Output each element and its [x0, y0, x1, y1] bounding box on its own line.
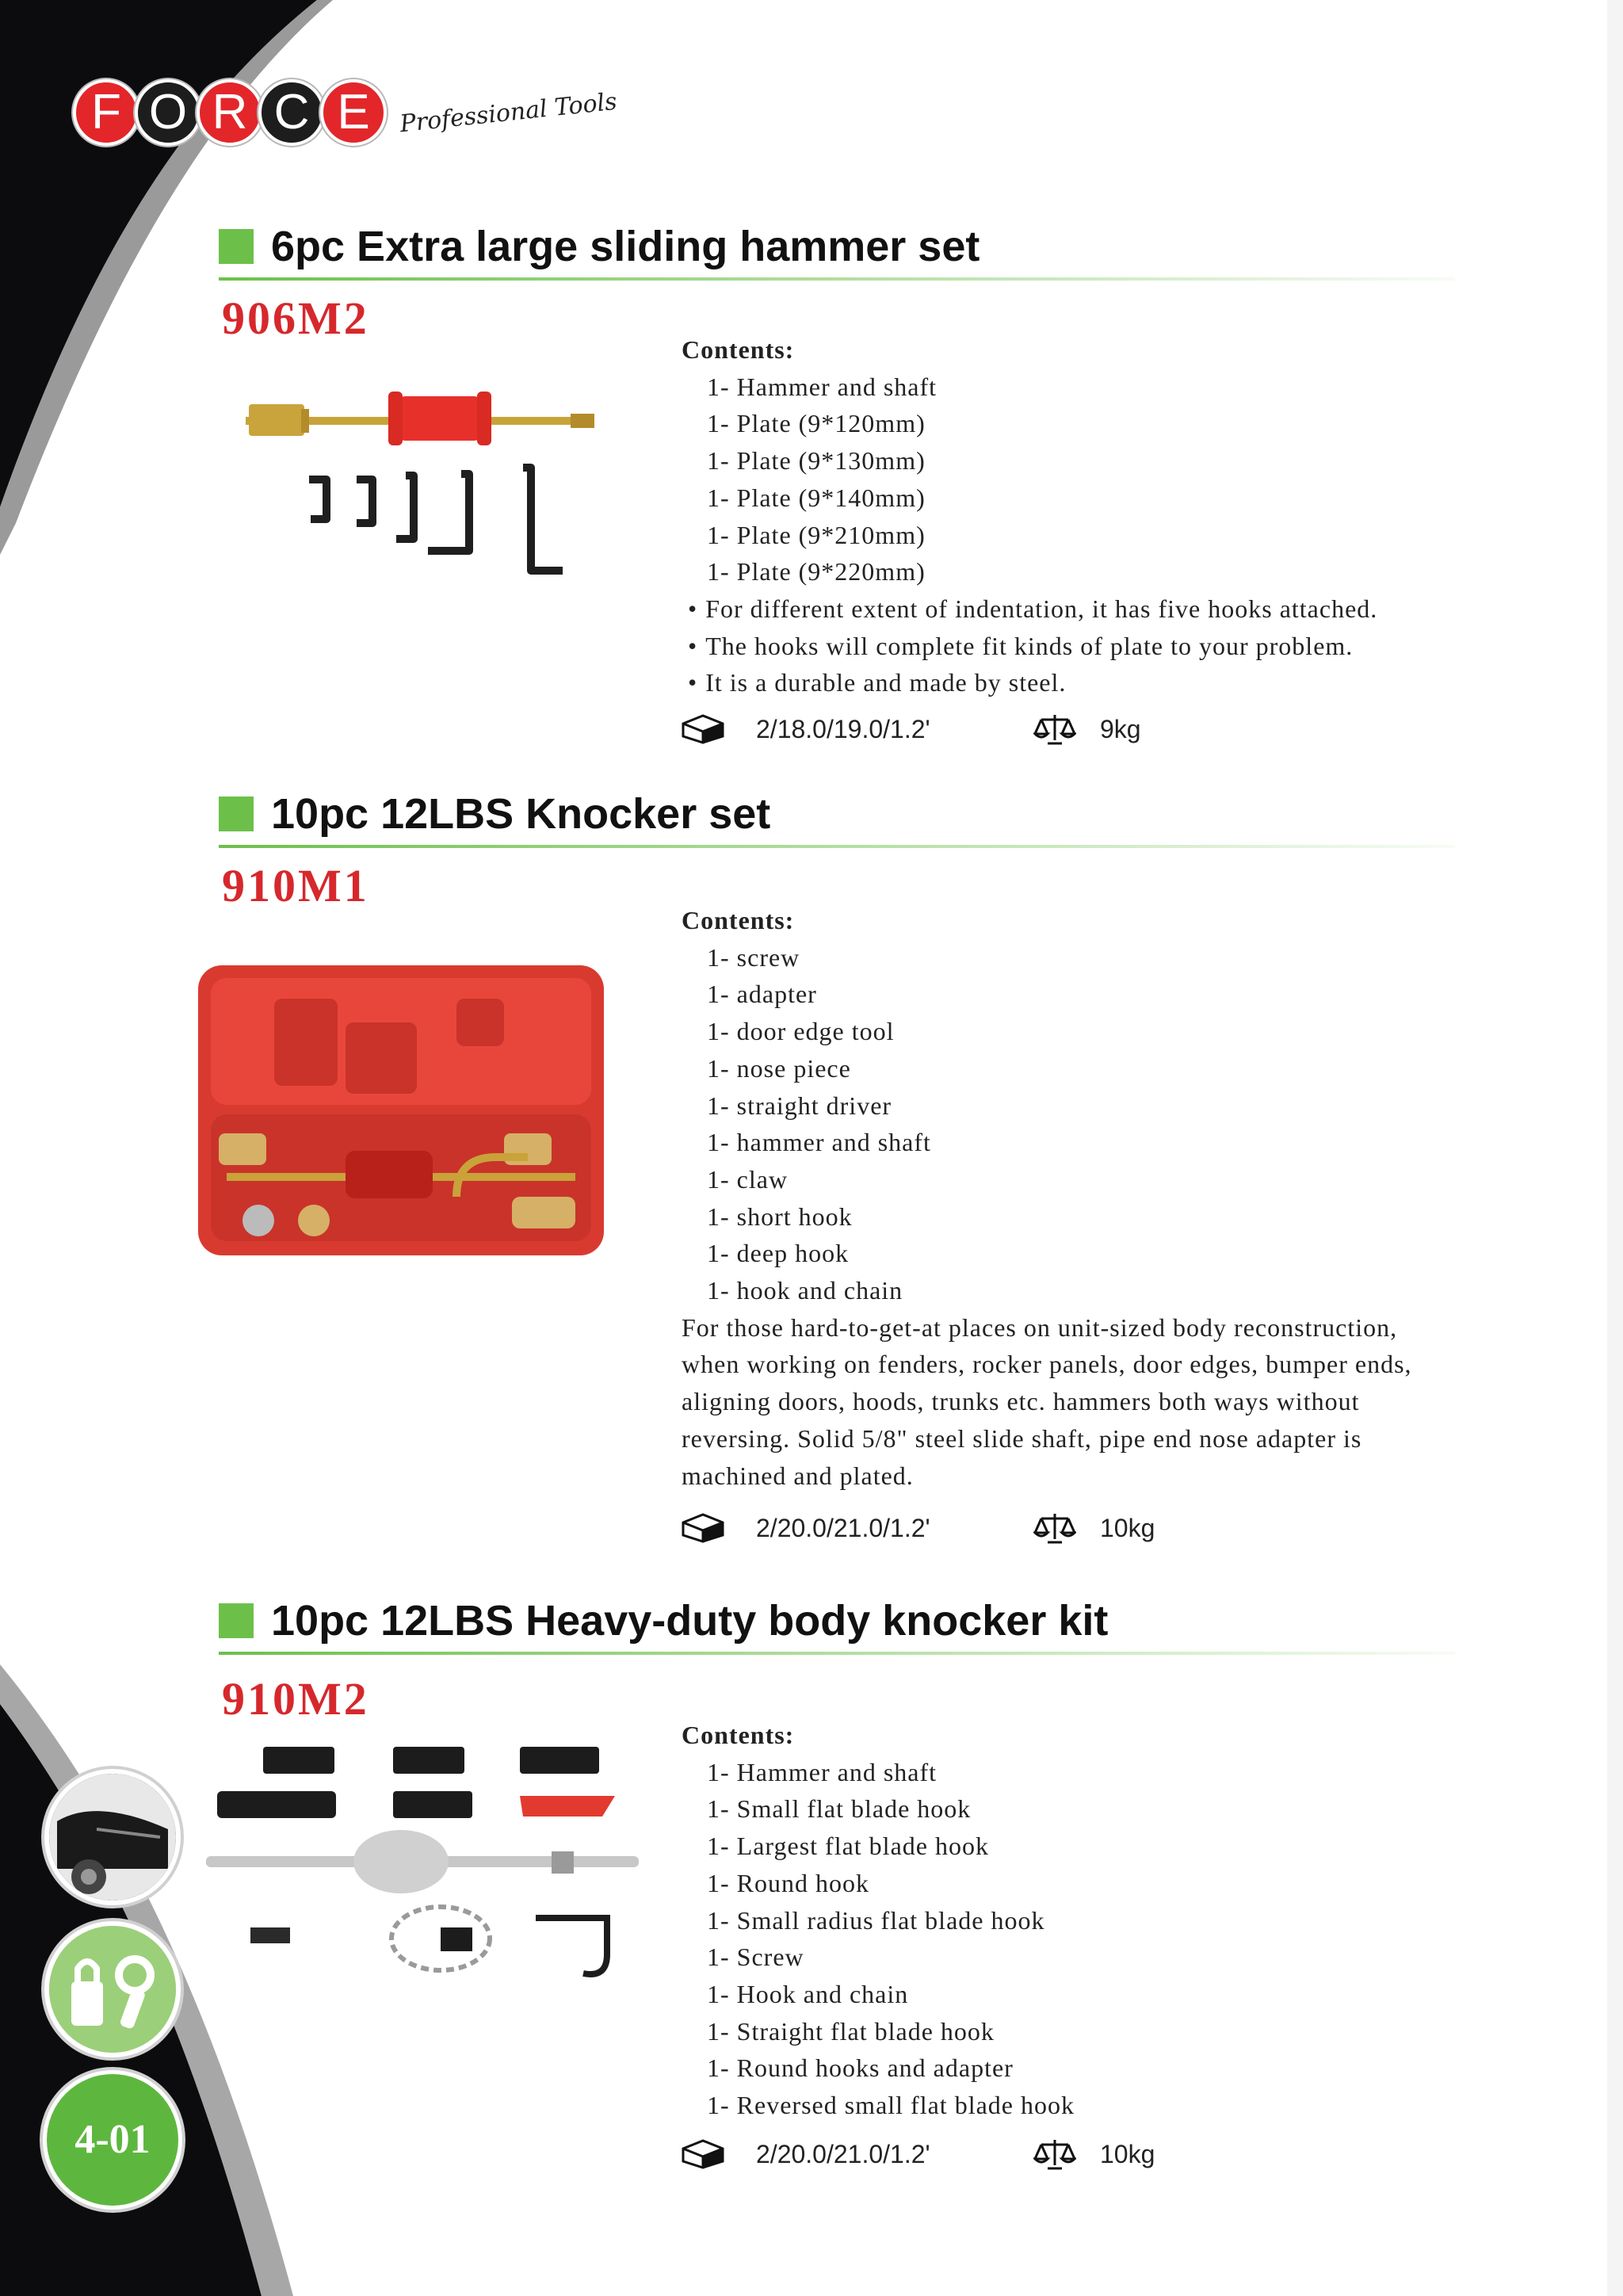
contents-heading: Contents: [682, 335, 795, 364]
title-rule [219, 1652, 1455, 1655]
contents-item: 1- Screw [707, 1943, 804, 1972]
tools-icon [44, 1921, 181, 2057]
logo-letter-o: O [135, 79, 201, 146]
product-weight: 9kg [1100, 714, 1141, 743]
title-rule [219, 277, 1455, 281]
product-code: 910M1 [222, 860, 369, 911]
feature-bullet [688, 628, 1553, 665]
product-title-text: 6pc Extra large sliding hammer set [271, 223, 980, 270]
car-icon [44, 1769, 181, 1905]
contents-item: 1- deep hook [707, 1239, 850, 1268]
packing-spec [682, 713, 1141, 745]
contents-item: 1- Hook and chain [707, 1979, 909, 2008]
contents-item: 1- Plate (9*210mm) [707, 520, 926, 549]
scale-icon [1033, 2138, 1076, 2170]
contents-item: 1- Straight flat blade hook [707, 2016, 995, 2046]
description-line: when working on fenders, rocker panels, door edges, bumper ends, [682, 1350, 1412, 1379]
contents-item: 1- Small radius flat blade hook [707, 1905, 1045, 1935]
logo-letter-r: R [197, 79, 263, 146]
contents-item: 1- Hammer and shaft [707, 1757, 938, 1786]
tools-graphic [49, 1926, 176, 2053]
contents-item: 1- adapter [707, 980, 817, 1009]
bullet-icon: • [688, 594, 698, 623]
body-knocker-kit-image [203, 1740, 647, 1978]
contents-item: 1- Round hook [707, 1868, 869, 1897]
feature-bullet [688, 664, 1553, 701]
car-graphic [49, 1774, 176, 1901]
product-code: 910M2 [222, 1673, 369, 1725]
product-title-text: 10pc 12LBS Knocker set [271, 790, 771, 838]
packing-spec [682, 1512, 1155, 1544]
contents-item: 1- Reversed small flat blade hook [707, 2091, 1075, 2120]
green-square-icon [219, 229, 254, 264]
product-weight: 10kg [1100, 2139, 1155, 2168]
page-number: 4-01 [43, 2070, 182, 2210]
packing-spec [682, 2138, 1155, 2170]
contents-item: 1- screw [707, 942, 800, 972]
carton-icon [682, 1513, 724, 1543]
sliding-hammer-set-image [238, 380, 634, 586]
product-code: 906M2 [222, 292, 369, 344]
bullet-icon: • [688, 631, 698, 660]
feature-bullet [688, 590, 1553, 628]
green-square-icon [219, 797, 254, 831]
carton-icon [682, 714, 724, 744]
contents-item: 1- Largest flat blade hook [707, 1832, 989, 1861]
contents-block [682, 1717, 1553, 2124]
product-title [219, 789, 770, 839]
scale-icon [1033, 1512, 1076, 1544]
knocker-set-case-image [195, 959, 607, 1260]
contents-item: 1- straight driver [707, 1091, 892, 1120]
contents-item: 1- Plate (9*120mm) [707, 409, 926, 438]
product-title [219, 1596, 1108, 1645]
feature-text: For different extent of indentation, it has five hooks attached. [705, 594, 1378, 623]
description-line: machined and plated. [682, 1461, 914, 1490]
contents-item: 1- Plate (9*130mm) [707, 446, 926, 476]
contents-item: 1- Round hooks and adapter [707, 2053, 1014, 2083]
contents-item: 1- hammer and shaft [707, 1128, 931, 1157]
logo-letter-e: E [320, 79, 387, 146]
description-line: aligning doors, hoods, trunks etc. hammers both ways without [682, 1387, 1360, 1416]
packing-dimensions: 2/20.0/21.0/1.2' [756, 2139, 930, 2168]
contents-item: 1- hook and chain [707, 1276, 903, 1305]
product-title-text: 10pc 12LBS Heavy-duty body knocker kit [271, 1597, 1109, 1645]
green-square-icon [219, 1603, 254, 1638]
packing-dimensions: 2/20.0/21.0/1.2' [756, 1513, 930, 1542]
contents-item: 1- nose piece [707, 1053, 851, 1083]
product-title [219, 222, 980, 271]
contents-item: 1- Hammer and shaft [707, 372, 938, 401]
description-line: For those hard-to-get-at places on unit-sized body reconstruction, [682, 1312, 1398, 1342]
contents-item: 1- door edge tool [707, 1017, 895, 1046]
feature-text: It is a durable and made by steel. [705, 668, 1067, 697]
contents-block [682, 902, 1585, 1494]
packing-dimensions: 2/18.0/19.0/1.2' [756, 714, 930, 743]
carton-icon [682, 2139, 724, 2169]
contents-heading: Contents: [682, 906, 795, 934]
brand-logo [73, 79, 617, 146]
contents-item: 1- Small flat blade hook [707, 1794, 972, 1824]
contents-heading: Contents: [682, 1721, 795, 1749]
contents-block [682, 331, 1553, 701]
contents-item: 1- Plate (9*140mm) [707, 483, 926, 512]
logo-tagline: Professional Tools [398, 87, 619, 138]
contents-item: 1- claw [707, 1164, 789, 1194]
product-weight: 10kg [1100, 1513, 1155, 1542]
bullet-icon: • [688, 668, 698, 697]
title-rule [219, 845, 1455, 848]
feature-text: The hooks will complete fit kinds of plate to your problem. [705, 631, 1354, 660]
description-line: reversing. Solid 5/8" steel slide shaft, pipe end nose adapter is [682, 1423, 1362, 1453]
contents-item: 1- Plate (9*220mm) [707, 557, 926, 586]
contents-item: 1- short hook [707, 1201, 853, 1231]
scale-icon [1033, 713, 1076, 745]
logo-letter-f: F [73, 79, 139, 146]
logo-letter-c: C [258, 79, 325, 146]
